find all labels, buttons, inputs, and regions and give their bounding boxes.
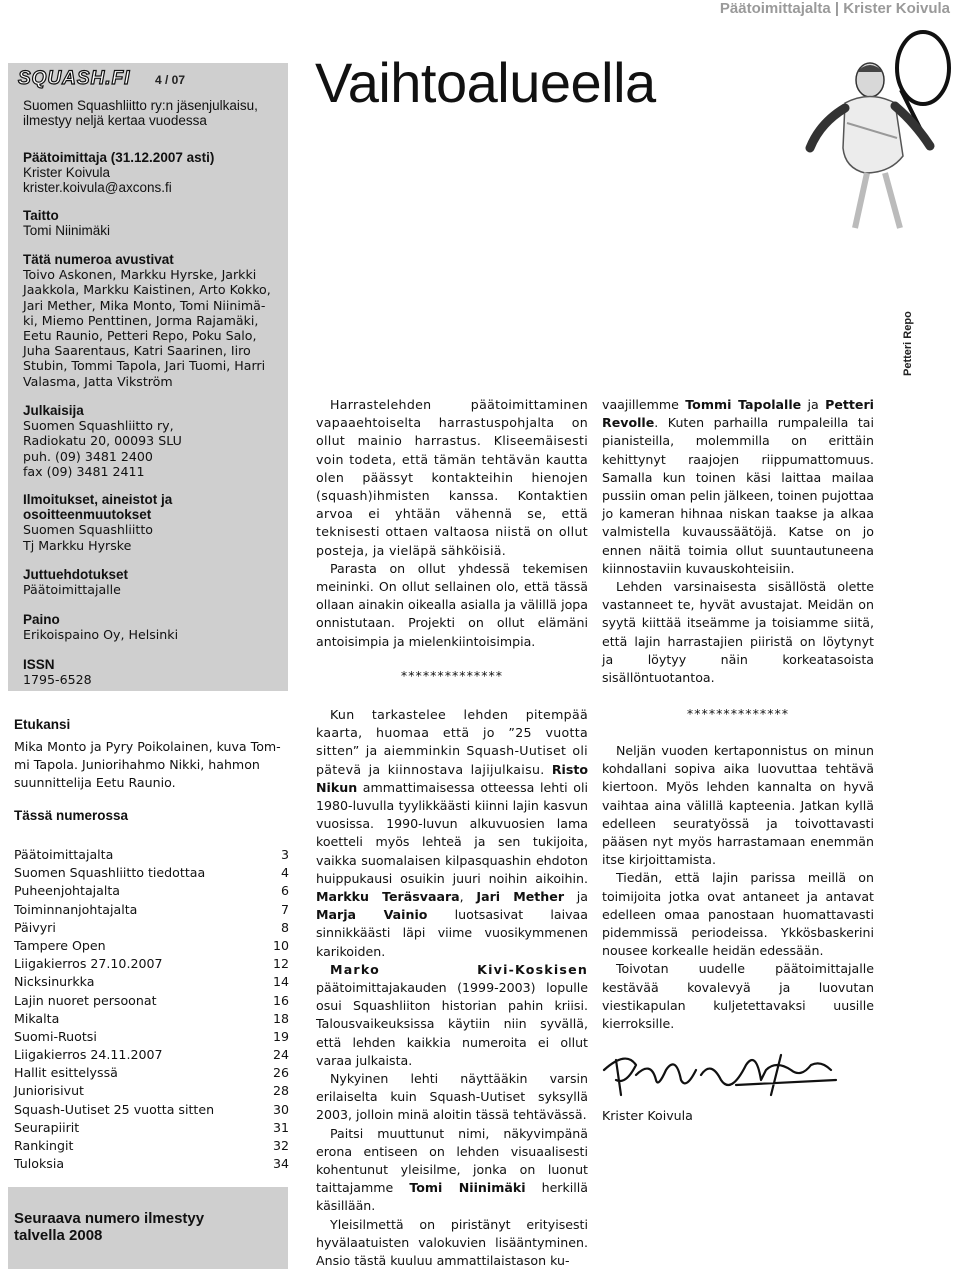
article-column-3-top <box>602 396 874 687</box>
toc-row <box>14 1155 289 1173</box>
toc-row <box>14 1082 289 1100</box>
toc-label: Suomen Squashliitto tiedottaa <box>14 865 206 881</box>
masthead-editor <box>23 150 283 196</box>
toc-row <box>14 1010 289 1028</box>
article-paragraph: Marko Kivi-Koskisen päätoimittajakauden (1999-2003) lopulle osui Squashliiton historian pahin kriisi. Talousvaikeuksissa käytiin niin syvällä, että lehden kaikkia numeroita ei ollut varaa julkaista. <box>316 961 588 1068</box>
separator-stars: ************** <box>686 706 790 721</box>
toc-page: 28 <box>272 1083 289 1099</box>
editor-email: krister.koivula@axcons.fi <box>23 180 172 196</box>
table-of-contents <box>14 846 289 1173</box>
editor-name: Krister Koivula <box>23 165 111 181</box>
toc-row <box>14 1028 289 1046</box>
toc-row <box>14 864 289 882</box>
article-paragraph: Lehden varsinaisesta sisällöstä olette vastanneet te, hyvät avustajat. Meidän on syytä kiittää itseämme ja toisiamme siitä, että lajin harrastajien piiristä on löytynyt ja löytyy näin korkeatasoista sisällöntuotantoa. <box>602 579 874 686</box>
toc-label: Tuloksia <box>14 1156 65 1172</box>
article-paragraph: Toivotan uudelle päätoimittajalle kestävää kovalevyä ja luovutan viestikapulan kuljetettavaksi uusille kierroksille. <box>602 961 874 1032</box>
toc-label: Toiminnanjohtajalta <box>14 901 138 917</box>
article-paragraph: vaajillemme Tommi Tapolalle ja Petteri Revolle. Kuten parhailla rumpaleilla tai pianisteilla, molemmilla on erittäin kehittynyt raajojen riippumattomuus. Samalla kun toinen käsi laittaa mailaa pussiin oman pelin jälkeen, toinen pujottaa jo kameran hihnaa niskan taakse ja alkaa valmistella kuvaussäätöjä. Katse on jo ennen näitä toimia ollut suuntautuneena kiinnostaviin kuvauskohteisiin. <box>602 397 874 576</box>
page-title: Vaihtoalueella <box>315 51 656 114</box>
article-column-2-top <box>316 396 588 651</box>
toc-page: 19 <box>272 1028 289 1044</box>
photo-credit <box>897 300 917 378</box>
toc-page: 12 <box>272 956 289 972</box>
toc-label: Seurapiirit <box>14 1119 80 1135</box>
masthead-intro: Suomen Squashliitto ry:n jäsenjulkaisu, ilmestyy neljä kertaa vuodessa <box>23 98 258 129</box>
toc-label: Liigakierros 27.10.2007 <box>14 956 163 972</box>
toc-row <box>14 846 289 864</box>
toc-heading: Tässä numerossa <box>14 808 129 823</box>
contributors-heading: Tätä numeroa avustivat <box>23 252 174 267</box>
article-paragraph: Tiedän, että lajin parissa meillä on toimijoita jotka ovat antaneet ja antavat edelleen omaa panostaan huomattavasti pidemmissä periodeissa. Ykkösbaskerini nousee korkealle heidän edessään. <box>602 870 874 959</box>
toc-page: 8 <box>280 919 289 935</box>
toc-page: 26 <box>272 1065 289 1081</box>
svg-text:Petteri Repo: Petteri Repo <box>902 311 914 376</box>
toc-label: Mikalta <box>14 1010 60 1026</box>
toc-page: 3 <box>280 847 289 862</box>
cover-heading: Etukansi <box>14 717 71 732</box>
article-paragraph: Yleisilmettä on piristänyt erityisesti hyvälaatuisten valokuvien lisääntyminen. Ansio tästä kuuluu ammattilaistason ku- <box>316 1216 588 1269</box>
toc-label: Päätoimittajalta <box>14 847 114 862</box>
masthead-publisher: Julkaisija Suomen Squashliitto ry, Radiokatu 20, 00093 SLU puh. (09) 3481 2400 fax (09) 3481 2411 <box>23 403 182 479</box>
toc-row <box>14 901 289 919</box>
toc-label: Tampere Open <box>14 937 106 953</box>
masthead-suggestions: Juttuehdotukset Päätoimittajalle <box>23 567 129 598</box>
toc-label: Suomi-Ruotsi <box>14 1028 97 1044</box>
toc-page: 6 <box>280 883 289 899</box>
article-paragraph: Neljän vuoden kertaponnistus on minun kohdallani sopiva aika luovuttaa tehtävä kiertoon. Myös lehden kannalta on hyvä vaihtaa aina välillä kapteenia. Jatkan kyllä edelleen seuratyössä ja toivottavasti pääsen nyt myös harrastamaan enemmän itse kirjoittamista. <box>602 743 874 868</box>
masthead-layout: Taitto Tomi Niinimäki <box>23 208 111 239</box>
toc-row <box>14 919 289 937</box>
toc-label: Liigakierros 24.11.2007 <box>14 1047 163 1063</box>
separator-stars: ************** <box>400 668 504 683</box>
article-paragraph: Parasta on ollut yhdessä tekemisen meininki. On ollut sellainen olo, että tässä ollaan ainakin oikealla asialla ja välillä jopa onnistutaan. Projekti on ollut elämäni antoisimpia ja mielenkiintoisimpia. <box>316 560 588 649</box>
toc-label: Puheenjohtajalta <box>14 883 121 899</box>
masthead-issn: ISSN 1795-6528 <box>23 657 92 688</box>
toc-page: 14 <box>272 974 289 990</box>
toc-label: Rankingit <box>14 1138 74 1153</box>
toc-page: 24 <box>272 1047 289 1063</box>
next-issue-text: Seuraava numero ilmestyy talvella 2008 <box>14 1210 205 1244</box>
toc-label: Lajin nuoret persoonat <box>14 992 157 1008</box>
toc-page: 32 <box>272 1138 289 1153</box>
toc-row <box>14 1046 289 1064</box>
squash-fi-logo: SQUASH.FI <box>18 68 131 89</box>
editor-heading: Päätoimittaja (31.12.2007 asti) <box>23 150 215 165</box>
article-paragraph: Paitsi muuttunut nimi, näkyvimpänä erona entiseen on lehden visuaalisesti kohentunut yleisilme, jonka on luonut taittajamme Tomi Niinimäki herkillä käsillään. <box>316 1125 588 1214</box>
toc-page: 31 <box>272 1119 289 1135</box>
toc-row <box>14 992 289 1010</box>
article-column-2-bottom <box>316 706 588 1270</box>
toc-page: 10 <box>272 937 289 953</box>
toc-page: 18 <box>272 1010 289 1026</box>
toc-page: 4 <box>280 865 289 881</box>
issue-number: 4 / 07 <box>155 73 186 87</box>
toc-row <box>14 1137 289 1155</box>
toc-label: Squash-Uutiset 25 vuotta sitten <box>14 1101 215 1117</box>
toc-label: Päivyri <box>14 919 56 935</box>
article-paragraph: Nykyinen lehti näyttääkin varsin erilaiselta kuin Squash-Uutiset syksyllä 2003, jolloin minä aloitin tässä tehtävässä. <box>316 1071 588 1123</box>
toc-row <box>14 955 289 973</box>
article-column-3-bottom <box>602 742 874 1033</box>
toc-row <box>14 1064 289 1082</box>
cover-caption: Mika Monto ja Pyry Poikolainen, kuva Tom- mi Tapola. Juniorihahmo Nikki, hahmon suunnittelija Eetu Raunio. <box>14 739 281 791</box>
toc-row <box>14 1119 289 1137</box>
handwritten-signature <box>596 1040 846 1110</box>
toc-label: Juniorisivut <box>14 1083 84 1099</box>
masthead-ads: Ilmoitukset, aineistot ja osoitteenmuutokset Suomen Squashliitto Tj Markku Hyrske <box>23 492 173 553</box>
toc-page: 7 <box>280 901 289 917</box>
article-paragraph: Harrastelehden päätoimittaminen vapaaehtoiselta harrastuspohjalta on ollut mainio harrastus. Kliseemäisesti voin todeta, että tämän tehtävän kautta olen päässyt kontakteihin hienojen (squash)ihmisten kanssa. Kontaktien arvoa ei yhtään vähennä se, että teknisesti ottaen valtaosa niistä on ollut posteja, ja vieläpä sähköisiä. <box>316 397 588 558</box>
toc-row <box>14 1101 289 1119</box>
masthead-print: Paino Erikoispaino Oy, Helsinki <box>23 612 179 643</box>
toc-page: 34 <box>272 1156 289 1172</box>
masthead-contributors: Tätä numeroa avustivat Toivo Askonen, Markku Hyrske, Jarkki Jaakkola, Markku Kaistinen, Arto Kokko, Jari Mether, Mika Monto, Tomi Niinimä- ki, Miemo Penttinen, Jorma Rajamäki, Eetu Raunio, Petteri Repo, Poku Salo, Juha Saarentaus, Katri Saarinen, Iiro Stubin, Tommi Tapola, Jari Tuomi, Harri Valasma, Jatta Vikström <box>23 252 283 389</box>
article-paragraph: Kun tarkastelee lehden pitempää kaarta, huomaa että jo ”25 vuotta sitten” ja aiemminkin Squash-Uutiset oli pätevä ja kiinnostava lajijulkaisu. Risto Nikun ammattimaisessa otteessa lehti oli 1980-luvulla tyylikkäästi kiinni lajin kasvun vuosissa. 1990-luvun alkuvuosien lama koetteli myös lehteä ja sen tukijoita, vaikka suomalaisen kilpasquashin ehdoton huippukausi osuikin juuri noihin aikoihin. Markku Teräsvaara, Jari Mether ja Marja Vainio luotsasivat laivaa sinnikkäästi läpi viime vuosikymmenen karikoiden. <box>316 707 588 959</box>
toc-page: 30 <box>272 1101 289 1117</box>
toc-label: Hallit esittelyssä <box>14 1065 118 1081</box>
toc-row <box>14 882 289 900</box>
toc-page: 16 <box>272 992 289 1008</box>
toc-row <box>14 937 289 955</box>
toc-label: Nicksinurkka <box>14 974 95 990</box>
section-header-label: Päätoimittajalta | Krister Koivula <box>719 0 950 17</box>
toc-row <box>14 973 289 991</box>
player-photo <box>805 28 955 388</box>
signer-name: Krister Koivula <box>602 1108 693 1123</box>
